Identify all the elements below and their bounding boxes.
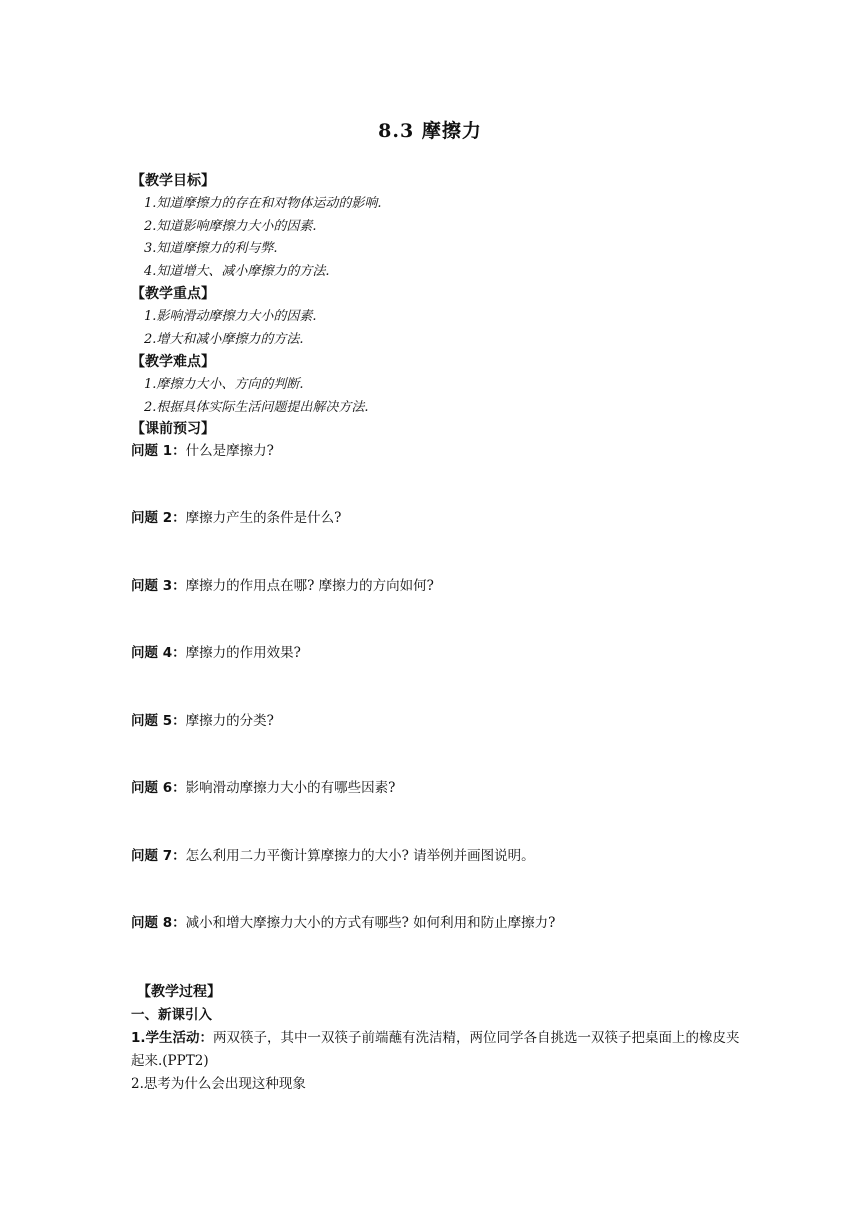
preview-heading: 【课前预习】 — [131, 421, 215, 437]
question-4 — [131, 643, 301, 663]
process-heading: 【教学过程】 — [137, 984, 221, 1000]
question-label: 问题 6： — [131, 780, 186, 796]
question-5 — [131, 711, 274, 731]
question-label: 问题 7： — [131, 848, 186, 864]
objective-item: 4.知道增大、减小摩擦力的方法. — [144, 263, 330, 279]
difficulties-heading: 【教学难点】 — [131, 354, 215, 370]
question-text: 摩擦力的作用效果? — [185, 645, 301, 661]
question-label: 问题 1： — [131, 443, 186, 459]
section-heading: 一、新课引入 — [131, 1007, 212, 1023]
objectives-heading: 【教学目标】 — [131, 173, 215, 189]
step-1-text: 两双筷子，其中一双筷子前端蘸有洗洁精，两位同学各自挑选一双筷子把桌面上的橡皮夹起来.(PPT2) — [131, 1030, 740, 1069]
objective-item: 1.知道摩擦力的存在和对物体运动的影响. — [144, 196, 382, 211]
difficulty-item: 2.根据具体实际生活问题提出解决方法. — [144, 399, 369, 415]
objectives-section — [131, 170, 751, 283]
difficulties-section — [131, 351, 751, 419]
question-2 — [131, 508, 341, 528]
objective-item: 2.知道影响摩擦力大小的因素. — [144, 218, 317, 234]
question-7 — [131, 846, 535, 866]
step-1 — [131, 1027, 743, 1073]
question-text: 影响滑动摩擦力大小的有哪些因素? — [185, 780, 396, 796]
question-label: 问题 8： — [131, 915, 186, 931]
question-text: 什么是摩擦力? — [185, 443, 274, 459]
key-point-item: 2.增大和减小摩擦力的方法. — [144, 331, 304, 347]
difficulty-item: 1.摩擦力大小、方向的判断. — [144, 377, 304, 392]
question-3 — [131, 576, 434, 596]
question-label: 问题 2： — [131, 510, 186, 526]
question-1 — [131, 441, 274, 461]
key-point-item: 1.影响滑动摩擦力大小的因素. — [144, 309, 317, 324]
question-label: 问题 4： — [131, 645, 186, 661]
key-points-heading: 【教学重点】 — [131, 286, 215, 302]
step-2: 2.思考为什么会出现这种现象 — [131, 1076, 306, 1092]
question-label: 问题 3： — [131, 578, 186, 594]
key-points-section — [131, 283, 751, 351]
process-section — [131, 981, 751, 1096]
preview-section — [131, 418, 751, 441]
question-text: 减小和增大摩擦力大小的方式有哪些? 如何利用和防止摩擦力? — [185, 915, 556, 931]
objective-item: 3.知道摩擦力的利与弊. — [144, 241, 278, 256]
question-text: 怎么利用二力平衡计算摩擦力的大小? 请举例并画图说明。 — [185, 848, 535, 864]
question-text: 摩擦力的作用点在哪? 摩擦力的方向如何? — [185, 578, 434, 594]
question-6 — [131, 778, 395, 798]
question-8 — [131, 913, 555, 933]
step-1-label: 1.学生活动： — [131, 1030, 214, 1046]
question-label: 问题 5： — [131, 713, 186, 729]
page-title: 8.3 摩擦力 — [378, 120, 482, 142]
question-text: 摩擦力产生的条件是什么? — [185, 510, 342, 526]
question-text: 摩擦力的分类? — [185, 713, 274, 729]
